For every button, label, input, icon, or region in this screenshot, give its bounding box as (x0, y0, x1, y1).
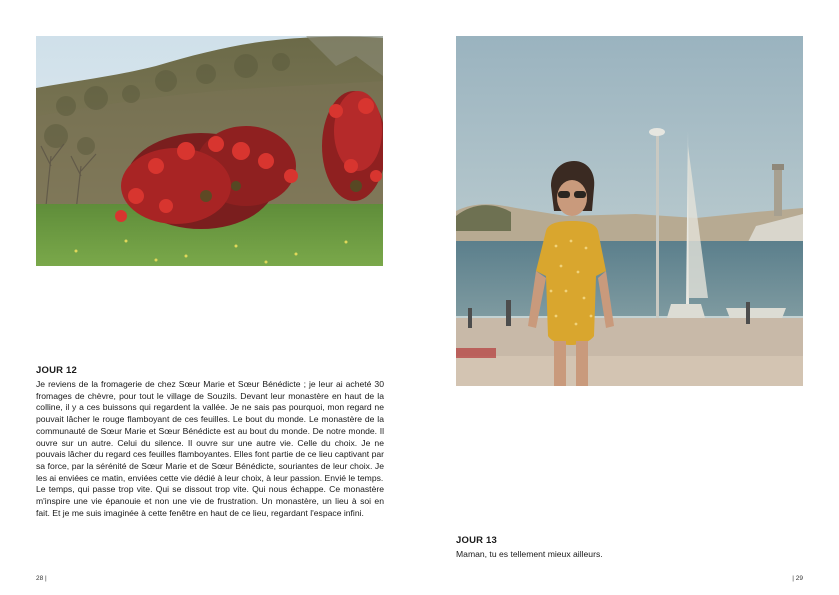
harbour-portrait-illustration (456, 36, 803, 386)
left-page (0, 0, 419, 595)
harbour-portrait-photo (456, 36, 803, 386)
day-12-paragraph-2: Le temps, qui passe trop vite. Qui se dissout trop vite. Qui nous échappe. Ce monastère m'inspire une vie épanouie et non une vie de frustration. Un monastère, un lieu à soi en fait. Et je me suis imaginée à cette fenêtre en haut de ce lieu, regardant l'espace infini. (36, 484, 384, 518)
red-bushes-photo (36, 36, 383, 266)
red-bushes-illustration (36, 36, 383, 266)
page-number-right: | 29 (792, 575, 803, 582)
day-12-paragraph-1: Je reviens de la fromagerie de chez Sœur Marie et Sœur Bénédicte ; je leur ai acheté 30 fromages de chèvre, pour tout le village de Souzils. Devant leur monastère en haut de la colline, il y a ces buissons qui regardent la vallée. Je ne sais pas pourquoi, mon regard ne pouvait lâcher le rouge flamboyant de ces feuilles. Le bout du monde. Le monastère de la communauté de Sœur Marie et Sœur Bénédicte est au bout du monde. De notre monde. Il ouvre sur un autre. Celui du silence. Il ouvre sur une autre vie. Celle du choix. Je ne pouvais lâcher du regard ces feuilles flamboyantes. Elles font partie de ce lieu captivant par sa force, par la sérénité de Sœur Marie et de Sœur Bénédicte, souriantes de leur choix. Je les ai enviées ce matin, enviées cette vie dédié à leur choix, à leur passion. Envié le temps. (36, 379, 384, 483)
right-page (420, 0, 839, 595)
day-13-paragraph-1: Maman, tu es tellement mieux ailleurs. (456, 549, 603, 559)
day-12-title: JOUR 12 (36, 365, 78, 376)
day-13-title: JOUR 13 (456, 535, 498, 546)
day-13-text (456, 549, 804, 561)
page-number-left: 28 | (36, 575, 47, 582)
day-12-text (36, 379, 384, 519)
